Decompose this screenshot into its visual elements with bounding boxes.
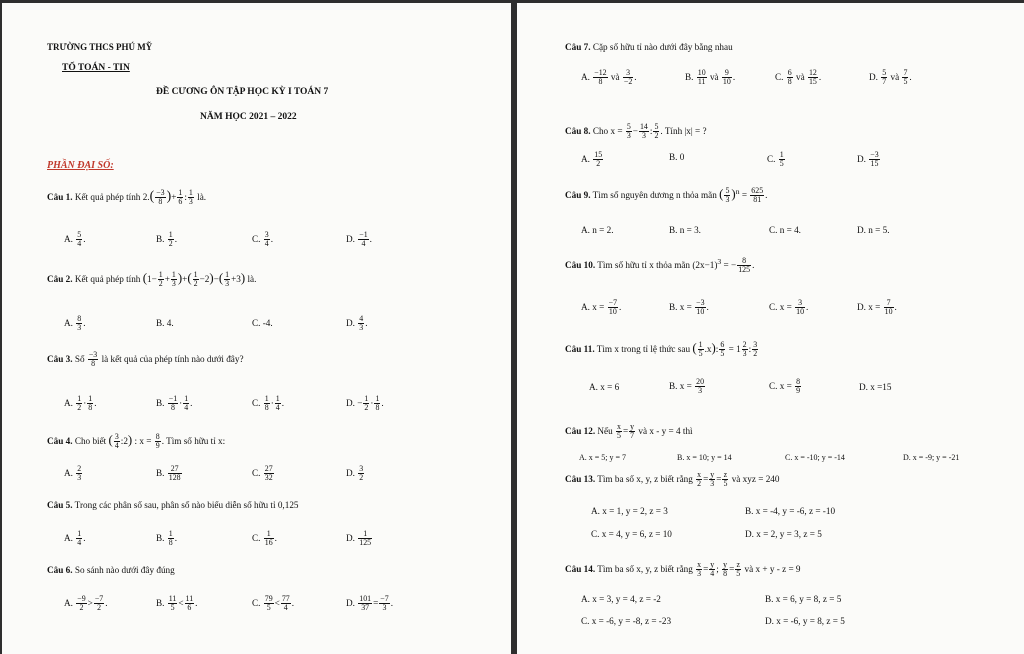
q10-option-b[interactable]: B. x = $\frac{-3}{10}$ . [669, 298, 709, 317]
q7-option-a[interactable]: A. $\frac{-12}{8}$ và $\frac{3}{-2}$ . [581, 68, 637, 87]
q8-option-a[interactable]: A. $\frac{15}{2}$ [581, 150, 603, 169]
q4-option-d[interactable]: D. $\frac{3}{2}$ [346, 464, 364, 483]
question-4: Câu 4. Cho biết ( $\frac{3}{4}$ :2) : x = $\frac{8}{9}$ . Tìm số hữu tỉ x: [47, 432, 226, 451]
question-7: Câu 7. Cặp số hữu tỉ nào dưới đây bằng nhau [565, 42, 733, 52]
q8-option-b[interactable]: B. 0 [669, 152, 685, 162]
question-2: Câu 2. Kết quả phép tính (1− $\frac{1}{2}$ + $\frac{1}{3}$ )+( $\frac{1}{2}$ −2)−( $\frac{1}{3}$ +3) là. [47, 270, 257, 289]
q5-option-d[interactable]: D. $\frac{1}{125}$ [346, 529, 372, 548]
q7-option-b[interactable]: B. $\frac{10}{11}$ và $\frac{9}{10}$ . [685, 68, 736, 87]
q11-option-d[interactable]: D. x =15 [859, 382, 892, 392]
q2-option-d[interactable]: D. $\frac{4}{3}$ . [346, 314, 368, 333]
q14-option-c[interactable]: C. x = -6, y = -8, z = -23 [581, 616, 672, 626]
q13-option-d[interactable]: D. x = 2, y = 3, z = 5 [745, 529, 822, 539]
q3-option-d[interactable]: D. − $\frac{1}{2}$ · $\frac{1}{8}$ . [346, 394, 384, 413]
school-year: NĂM HỌC 2021 – 2022 [200, 112, 297, 122]
q13-option-b[interactable]: B. x = -4, y = -6, z = -10 [745, 506, 836, 516]
q1-option-c[interactable]: C. $\frac{3}{4}$ . [252, 230, 273, 249]
q11-option-c[interactable]: C. x = $\frac{8}{9}$ [769, 377, 801, 396]
section-heading: PHẦN ĐẠI SỐ: [47, 160, 114, 171]
q14-option-b[interactable]: B. x = 6, y = 8, z = 5 [765, 594, 842, 604]
q12-option-d[interactable]: D. x = -9; y = -21 [903, 453, 960, 462]
q9-option-b[interactable]: B. n = 3. [669, 225, 701, 235]
question-14: Câu 14. Tìm ba số x, y, z biết rằng $\frac{x}{3}$ = $\frac{y}{4}$ ; $\frac{y}{8}$ = $\frac{z}{5}$ và x + y - z = 9 [565, 560, 801, 579]
question-8: Câu 8. Cho x = $\frac{5}{3}$ − $\frac{14}{3}$ : $\frac{5}{2}$ . Tính |x| = ? [565, 122, 707, 141]
question-5: Câu 5. Trong các phân số sau, phân số nào biểu diễn số hữu tỉ 0,125 [47, 500, 299, 510]
q8-option-c[interactable]: C. $\frac{1}{5}$ [767, 150, 784, 169]
q9-option-a[interactable]: A. n = 2. [581, 225, 614, 235]
q12-option-a[interactable]: A. x = 5; y = 7 [579, 453, 627, 462]
q10-option-d[interactable]: D. x = $\frac{7}{10}$ . [857, 298, 897, 317]
q10-option-c[interactable]: C. x = $\frac{3}{10}$ . [769, 298, 809, 317]
q6-option-d[interactable]: D. $\frac{101}{37}$ = $\frac{-7}{3}$ . [346, 594, 393, 613]
left-page [2, 3, 511, 654]
q9-option-c[interactable]: C. n = 4. [769, 225, 801, 235]
question-13: Câu 13. Tìm ba số x, y, z biết rằng $\frac{x}{2}$ = $\frac{y}{3}$ = $\frac{z}{5}$ và xyz = 240 [565, 470, 780, 489]
question-10: Câu 10. Tìm số hữu tỉ x thỏa mãn $(2x-1)^3$ = − $\frac{8}{125}$ . [565, 256, 755, 275]
doc-title: ĐỀ CƯƠNG ÔN TẬP HỌC KỲ I TOÁN 7 [156, 87, 329, 97]
q4-option-b[interactable]: B. $\frac{27}{128}$ [156, 464, 181, 483]
q4-option-a[interactable]: A. $\frac{2}{3}$ [64, 464, 82, 483]
q2-option-b[interactable]: B. 4. [156, 318, 174, 328]
q3-option-a[interactable]: A. $\frac{1}{2}$ · $\frac{1}{8}$ . [64, 394, 97, 413]
q5-option-c[interactable]: C. $\frac{1}{16}$ . [252, 529, 277, 548]
q2-option-c[interactable]: C. -4. [252, 318, 273, 328]
question-1: Câu 1. Kết quả phép tính 2.( $\frac{-3}{8}$ )+ $\frac{1}{6}$ : $\frac{1}{3}$ là. [47, 188, 207, 207]
q3-option-c[interactable]: C. $\frac{1}{8}$ · $\frac{1}{4}$ . [252, 394, 284, 413]
q14-option-d[interactable]: D. x = -6, y = 8, z = 5 [765, 616, 845, 626]
question-9: Câu 9. Tìm số nguyên dương n thỏa mãn ( $\frac{5}{3}$ )$^n$ = $\frac{625}{81}$ . [565, 186, 768, 205]
question-11: Câu 11. Tìm x trong tỉ lệ thức sau ( $\frac{1}{5}$ .x): $\frac{6}{5}$ = 1 $\frac{2}{3}$ : $\frac{3}{2}$ [565, 340, 758, 359]
question-12: Câu 12. Nếu $\frac{x}{5}$ = $\frac{y}{7}$ và x - y = 4 thì [565, 422, 693, 441]
q1-option-a[interactable]: A. $\frac{5}{4}$ . [64, 230, 86, 249]
q3-option-b[interactable]: B. $\frac{-1}{8}$ · $\frac{1}{4}$ . [156, 394, 193, 413]
q11-option-b[interactable]: B. x = $\frac{20}{3}$ [669, 377, 705, 396]
q13-option-c[interactable]: C. x = 4, y = 6, z = 10 [591, 529, 672, 539]
question-3: Câu 3. Số $\frac{-3}{8}$ là kết quả của phép tính nào dưới đây? [47, 350, 244, 369]
q9-option-d[interactable]: D. n = 5. [857, 225, 890, 235]
department: TỔ TOÁN - TIN [62, 63, 130, 73]
question-6: Câu 6. So sánh nào dưới đây đúng [47, 565, 175, 575]
q4-option-c[interactable]: C. $\frac{27}{32}$ [252, 464, 273, 483]
q10-option-a[interactable]: A. x = $\frac{-7}{10}$ . [581, 298, 622, 317]
q1-option-d[interactable]: D. $\frac{-1}{4}$ . [346, 230, 372, 249]
q5-option-b[interactable]: B. $\frac{1}{8}$ . [156, 529, 177, 548]
q8-option-d[interactable]: D. $\frac{-3}{15}$ [857, 150, 879, 169]
q13-option-a[interactable]: A. x = 1, y = 2, z = 3 [591, 506, 668, 516]
q6-option-b[interactable]: B. $\frac{11}{5}$ < $\frac{11}{6}$ . [156, 594, 198, 613]
q2-option-a[interactable]: A. $\frac{8}{3}$ . [64, 314, 86, 333]
q6-option-a[interactable]: A. $\frac{-9}{2}$ > $\frac{-7}{2}$ . [64, 594, 108, 613]
q12-option-c[interactable]: C. x = -10; y = -14 [785, 453, 845, 462]
q6-option-c[interactable]: C. $\frac{79}{5}$ < $\frac{77}{4}$ . [252, 594, 295, 613]
q1-option-b[interactable]: B. $\frac{1}{2}$ . [156, 230, 177, 249]
q14-option-a[interactable]: A. x = 3, y = 4, z = -2 [581, 594, 661, 604]
q12-option-b[interactable]: B. x = 10; y = 14 [677, 453, 732, 462]
q5-option-a[interactable]: A. $\frac{1}{4}$ . [64, 529, 86, 548]
q11-option-a[interactable]: A. x = 6 [589, 382, 620, 392]
school-name: TRƯỜNG THCS PHÚ MỸ [47, 42, 153, 52]
q7-option-d[interactable]: D. $\frac{5}{7}$ và $\frac{7}{5}$ . [869, 68, 912, 87]
right-page [517, 3, 1024, 654]
q7-option-c[interactable]: C. $\frac{6}{8}$ và $\frac{12}{15}$ . [775, 68, 822, 87]
